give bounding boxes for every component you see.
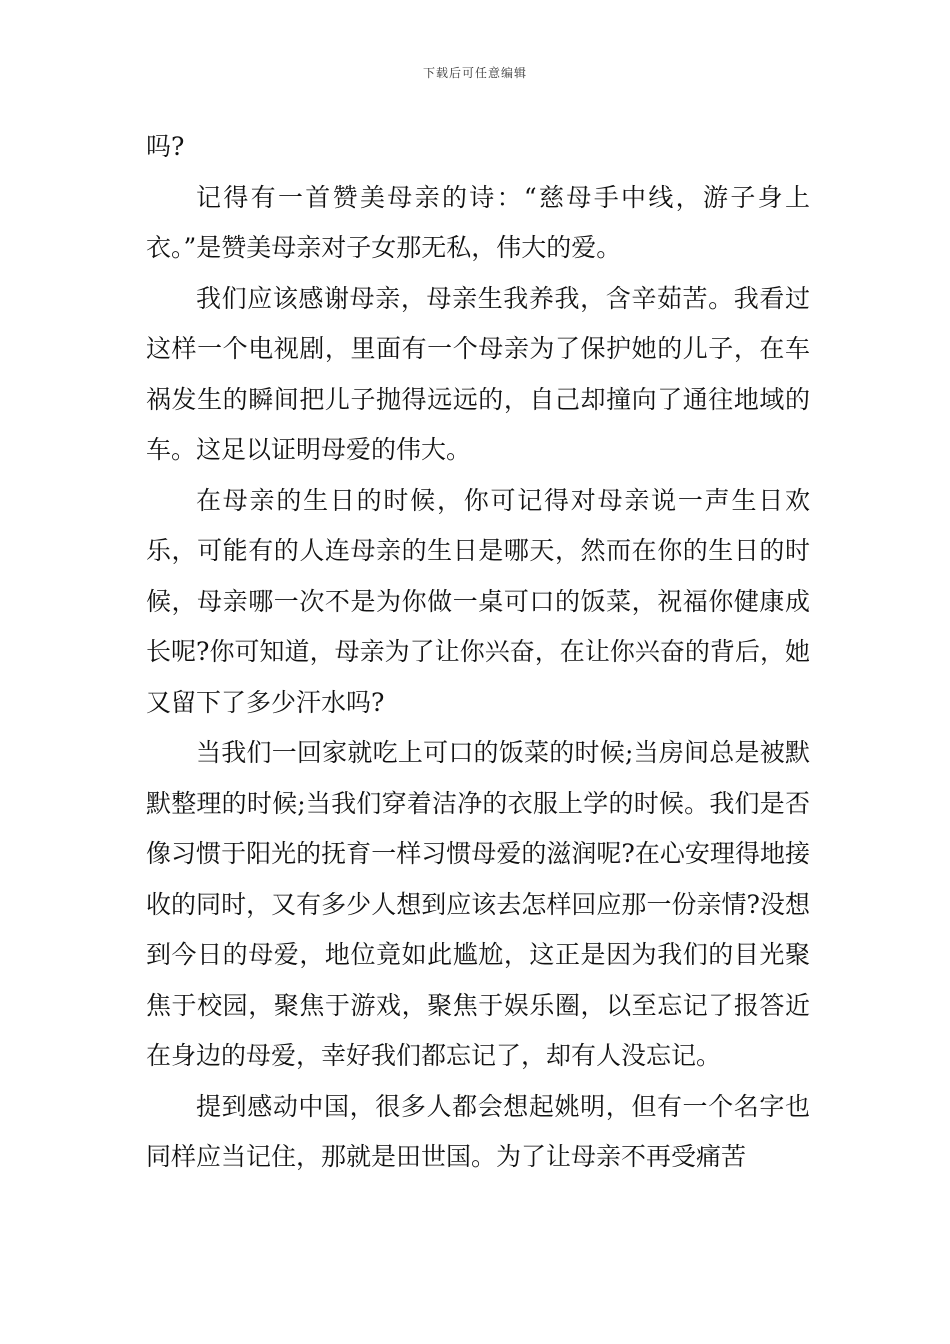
paragraph-2: 记得有一首赞美母亲的诗：“慈母手中线，游子身上衣。”是赞美母亲对子女那无私，伟大的爱。	[146, 182, 810, 262]
paragraph-4: 在母亲的生日的时候，你可记得对母亲说一声生日欢乐，可能有的人连母亲的生日是哪天，然而在你的生日的时候，母亲哪一次不是为你做一桌可口的饭菜，祝福你健康成长呢?你可知道，母亲为了让你兴奋，在让你兴奋的背后，她又留下了多少汗水吗?	[146, 485, 810, 717]
page-header: 下载后可任意编辑	[422, 66, 527, 80]
paragraph-3: 我们应该感谢母亲，母亲生我养我，含辛茹苦。我看过这样一个电视剧，里面有一个母亲为了保护她的儿子，在车祸发生的瞬间把儿子抛得远远的，自己却撞向了通往地域的车。这足以证明母爱的伟大。	[146, 283, 810, 464]
document-body	[146, 122, 810, 1183]
paragraph-5: 当我们一回家就吃上可口的饭菜的时候;当房间总是被默默整理的时候;当我们穿着洁净的衣服上学的时候。我们是否像习惯于阳光的抚育一样习惯母爱的滋润呢?在心安理得地接收的同时，又有多少人想到应该去怎样回应那一份亲情?没想到今日的母爱，地位竟如此尴尬，这正是因为我们的目光聚焦于校园，聚焦于游戏，聚焦于娱乐圈，以至忘记了报答近在身边的母爱，幸好我们都忘记了，却有人没忘记。	[146, 738, 810, 1070]
paragraph-6: 提到感动中国，很多人都会想起姚明，但有一个名字也同样应当记住，那就是田世国。为了让母亲不再受痛苦	[146, 1091, 810, 1171]
paragraph-1: 吗?	[146, 132, 185, 161]
